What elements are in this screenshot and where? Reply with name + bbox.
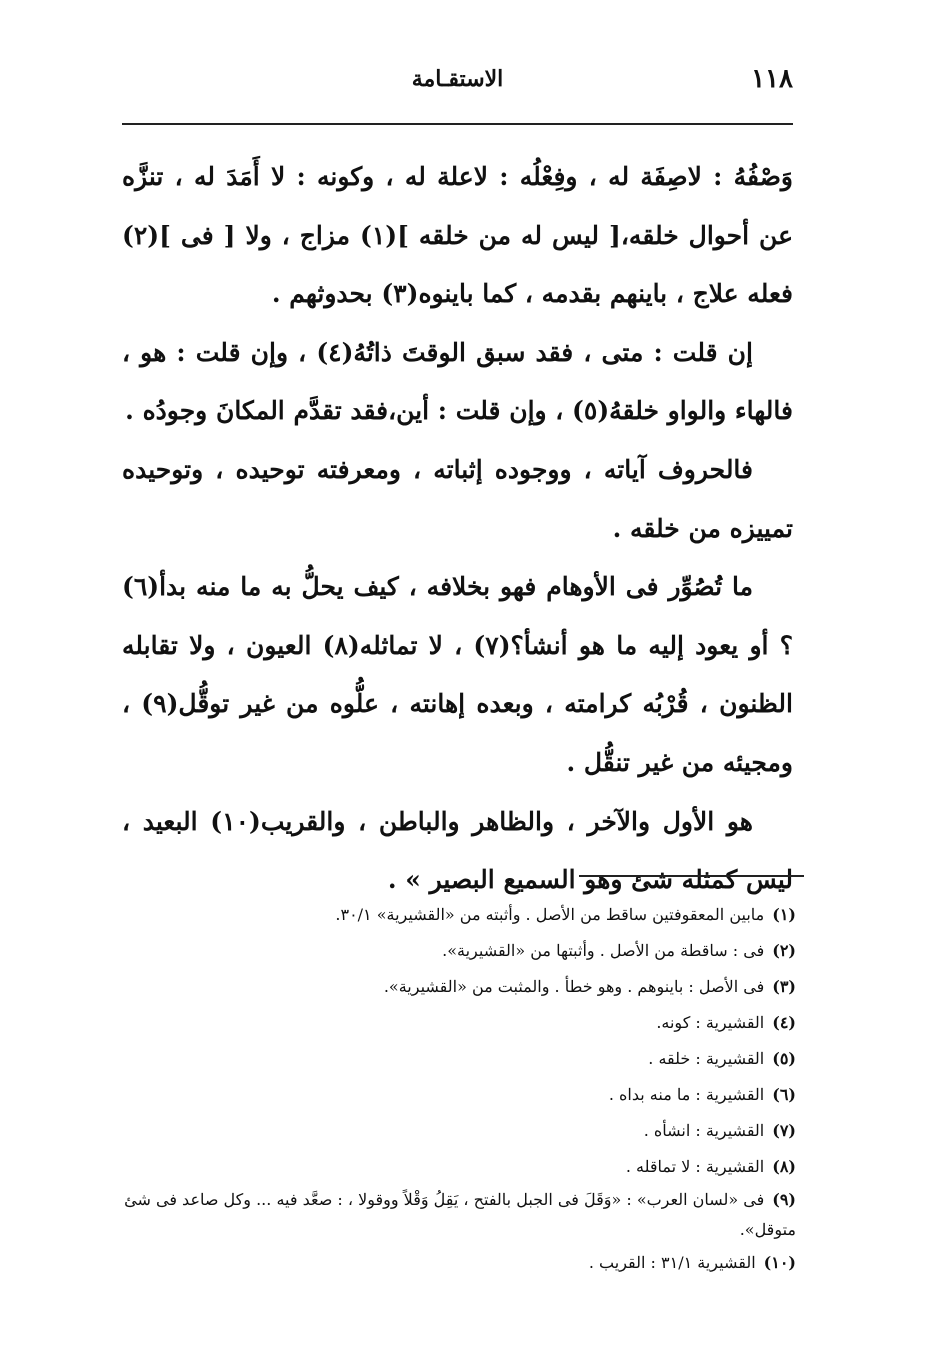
footnote-text: القشيرية ٣١/١ : القريب . bbox=[588, 1253, 756, 1272]
footnote-text: مابين المعقوفتين ساقط من الأصل . وأثبته من «القشيرية» ٣٠/١. bbox=[335, 905, 765, 924]
footnote-text: القشيرية : انشأه . bbox=[643, 1121, 765, 1140]
footnote bbox=[122, 969, 796, 1005]
footnote-text: فى : ساقطة من الأصل . وأثبتها من «القشيرية». bbox=[442, 941, 765, 960]
footnote bbox=[122, 1113, 796, 1149]
footnote-text: القشيرية : ما منه بداه . bbox=[608, 1085, 765, 1104]
paragraph: هو الأول والآخر ، والظاهر والباطن ، والقريب(١٠) البعيد ، ليس كمثله شئ وهو السميع البصير » . bbox=[122, 806, 793, 895]
header-rule bbox=[122, 123, 793, 125]
footnote bbox=[122, 1077, 796, 1113]
footnote-text: فى «لسان العرب» : «وَقَلَ فى الجبل بالفتح ، يَقِلُ وَقْلاً ووقولا ، : صعَّد فيه ... وكل صاعد فى شئ متوقل». bbox=[124, 1190, 796, 1239]
footnote-text: القشيرية : خلقه . bbox=[648, 1049, 765, 1068]
footnote bbox=[122, 1245, 796, 1281]
footnote bbox=[122, 1041, 796, 1077]
footnote-text: القشيرية : كونه. bbox=[656, 1013, 765, 1032]
footnote-number: (٤) bbox=[772, 1013, 796, 1032]
footnotes bbox=[122, 897, 796, 1281]
footnote bbox=[122, 1185, 796, 1245]
footnote bbox=[122, 933, 796, 969]
footnote-number: (٦) bbox=[772, 1085, 796, 1104]
paragraph: وَصْفُهُ : لاصِفَة له ، وفِعْلُه : لاعلة له ، وكونه : لا أَمَدَ له ، تنزَّه عن أحوال خلقه،[ ليس له من خلقه ](١) مزاج ، ولا [ فى ](٢) فعله علاج ، باينهم بقدمه ، كما باينوه(٣) بحدوثهم . bbox=[122, 162, 793, 309]
footnote-text: فى الأصل : باينوهم . وهو خطأ . والمثبت من «القشيرية». bbox=[383, 977, 765, 996]
footnote bbox=[122, 1149, 796, 1185]
footnote-number: (٣) bbox=[772, 977, 796, 996]
footnote-number: (١٠) bbox=[763, 1253, 796, 1272]
footnote bbox=[122, 1005, 796, 1041]
paragraph: فالحروف آياته ، ووجوده إثباته ، ومعرفته توحيده ، وتوحيده تمييزه من خلقه . bbox=[122, 454, 793, 543]
footnote-rule bbox=[579, 875, 804, 877]
footnote-number: (٥) bbox=[772, 1049, 796, 1068]
footnote-number: (٨) bbox=[772, 1157, 796, 1176]
page-number: ١١٨ bbox=[751, 64, 793, 94]
footnote-text: القشيرية : لا تماقله . bbox=[625, 1157, 765, 1176]
footnote-number: (٧) bbox=[772, 1121, 796, 1140]
footnote-number: (١) bbox=[772, 905, 796, 924]
paragraph: ما تُصُوِّر فى الأوهام فهو بخلافه ، كيف يحلُّ به ما منه بدأ(٦) ؟ أو يعود إليه ما هو أنشأ؟(٧) ، لا تماثله(٨) العيون ، ولا تقابله الظنون ، قُرْبُه كرامته ، وبعده إهانته ، علُّوه من غير توقُّل(٩) ، ومجيئه من غير تنقُّل . bbox=[122, 572, 793, 777]
footnote bbox=[122, 897, 796, 933]
main-text bbox=[122, 148, 793, 910]
running-title: الاستقـامة bbox=[411, 66, 504, 92]
paragraph: إن قلت : متى ، فقد سبق الوقتَ ذاتُهُ(٤) ، وإن قلت : هو ، فالهاء والواو خلقهُ(٥) ، وإن قلت : أين،فقد تقدَّم المكانَ وجودُه . bbox=[122, 337, 793, 426]
footnote-number: (٩) bbox=[772, 1190, 796, 1209]
footnote-number: (٢) bbox=[772, 941, 796, 960]
page-header bbox=[122, 62, 793, 102]
